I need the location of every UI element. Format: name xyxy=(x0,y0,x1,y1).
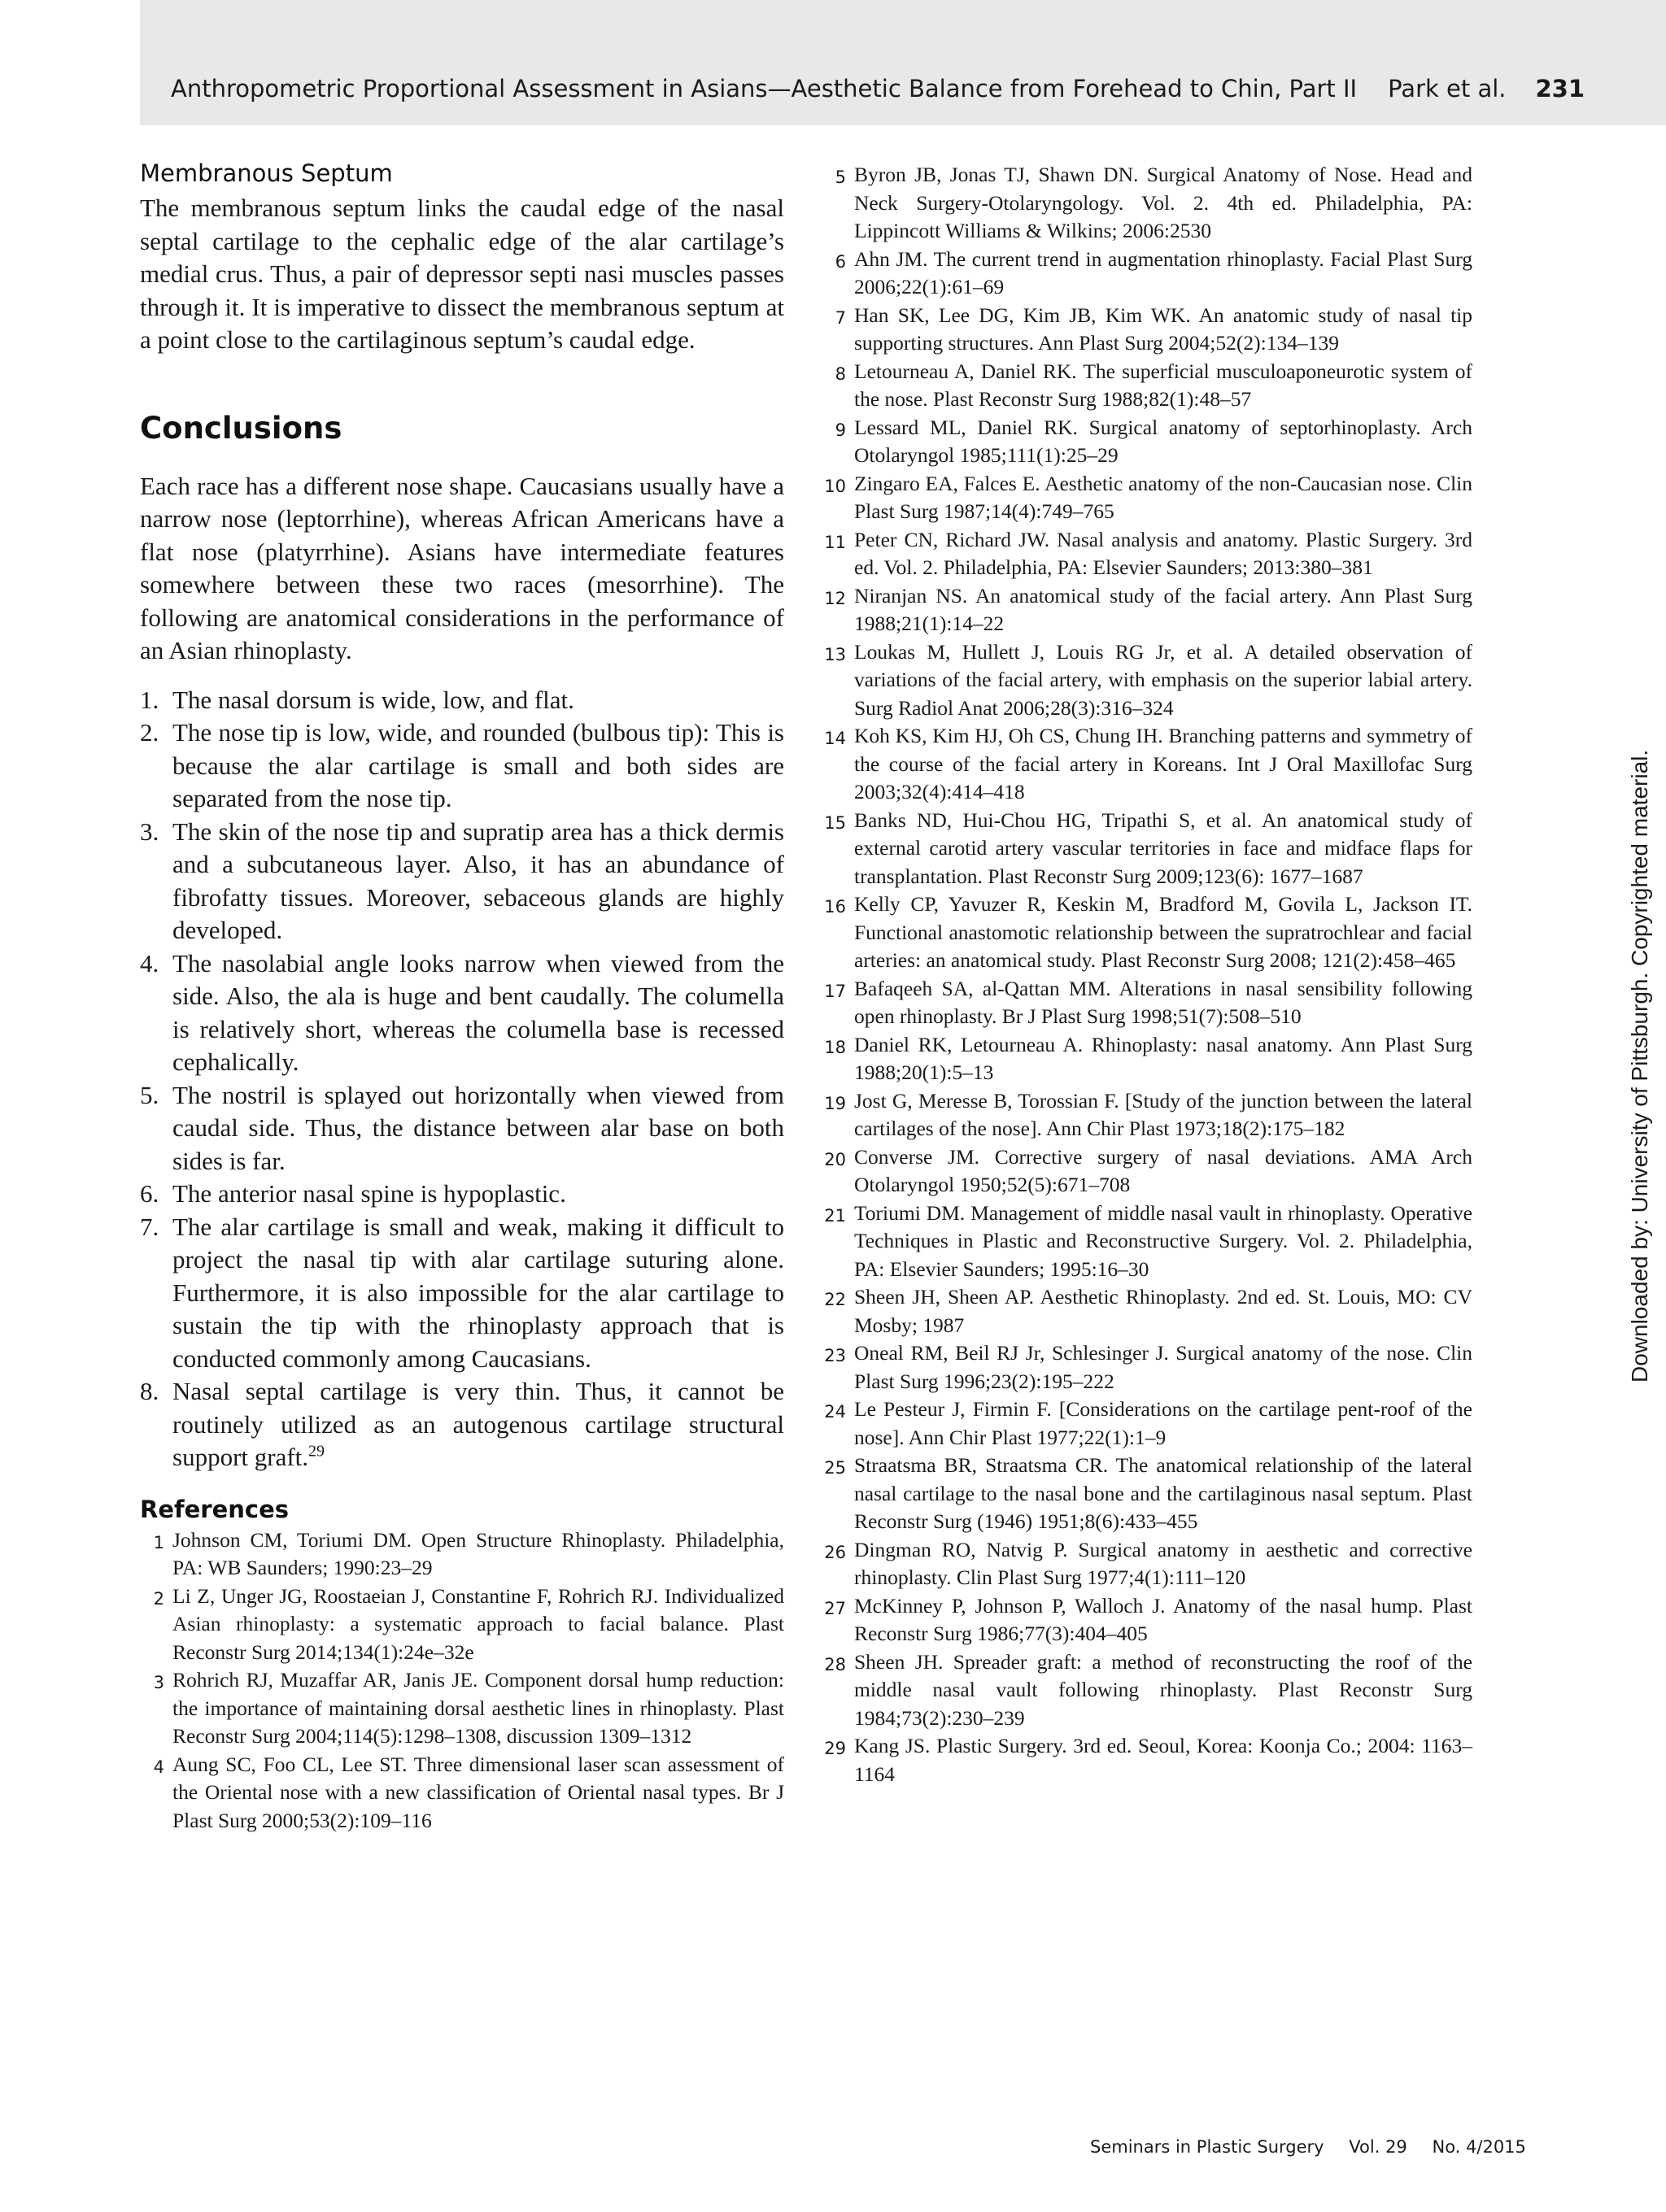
reference-number: 3 xyxy=(153,1673,164,1692)
reference-text: Loukas M, Hullett J, Louis RG Jr, et al. A detailed observation of variations of the facial artery, with emphasis on the superior labial artery. Surg Radiol Anat 2006;28(3):316–324 xyxy=(854,639,1472,720)
consideration-number: 4. xyxy=(140,948,159,978)
reference-number: 11 xyxy=(824,532,846,552)
reference-text: Aung SC, Foo CL, Lee ST. Three dimensional laser scan assessment of the Oriental nose with a new classification of Oriental nasal types. Br J Plast Surg 2000;53(2):109–116 xyxy=(172,1752,784,1832)
reference-text: Jost G, Meresse B, Torossian F. [Study of the junction between the lateral cartilages of the nose]. Ann Chir Plast 1973;18(2):175–182 xyxy=(854,1088,1472,1140)
left-column xyxy=(140,159,784,1835)
page-number: 231 xyxy=(1535,75,1585,102)
reference-text: Ahn JM. The current trend in augmentation rhinoplasty. Facial Plast Surg 2006;22(1):61–69 xyxy=(854,246,1472,298)
consideration-text xyxy=(172,1079,784,1178)
consideration-item xyxy=(140,1178,784,1211)
reference-item xyxy=(822,1087,1472,1143)
consideration-body: The nasal dorsum is wide, low, and flat. xyxy=(172,685,574,714)
reference-item xyxy=(822,1396,1472,1452)
reference-item xyxy=(822,1536,1472,1592)
reference-text: Li Z, Unger JG, Roostaeian J, Constantine F, Rohrich RJ. Individualized Asian rhinoplasty: a systematic approach to facial balance. Plast Reconstr Surg 2014;134(1):24e–32e xyxy=(172,1583,784,1664)
right-column xyxy=(822,161,1472,1788)
reference-text: Peter CN, Richard JW. Nasal analysis and anatomy. Plastic Surgery. 3rd ed. Vol. 2. Philadelphia, PA: Elsevier Saunders; 2013:380–381 xyxy=(854,527,1472,579)
consideration-body: The nasolabial angle looks narrow when viewed from the side. Also, the ala is huge and bent caudally. The columella is relatively short, whereas the columella base is recessed cephalically. xyxy=(172,948,784,1076)
consideration-text xyxy=(172,1211,784,1376)
reference-text: Byron JB, Jonas TJ, Shawn DN. Surgical Anatomy of Nose. Head and Neck Surgery-Otolaryngology. Vol. 2. 4th ed. Philadelphia, PA: Lippincott Williams & Wilkins; 2006:2530 xyxy=(854,163,1472,242)
membranous-septum-heading: Membranous Septum xyxy=(140,159,393,187)
page-footer xyxy=(1090,2137,1526,2157)
consideration-body: The anterior nasal spine is hypoplastic. xyxy=(172,1179,566,1208)
consideration-number: 1. xyxy=(140,685,159,714)
reference-number: 16 xyxy=(824,897,846,917)
reference-item xyxy=(822,1592,1472,1648)
reference-text: Banks ND, Hui-Chou HG, Tripathi S, et al. An anatomical study of external carotid artery vascular territories in face and midface flaps for transplantation. Plast Reconstr Surg 2009;123(6): 1677–1687 xyxy=(854,808,1472,888)
reference-item xyxy=(822,246,1472,302)
consideration-text xyxy=(172,1375,784,1474)
reference-text: Toriumi DM. Management of middle nasal vault in rhinoplasty. Operative Techniques in Plastic and Reconstructive Surgery. Vol. 2. Philadelphia, PA: Elsevier Saunders; 1995:16–30 xyxy=(854,1200,1472,1281)
consideration-number: 7. xyxy=(140,1212,159,1241)
conclusions-heading: Conclusions xyxy=(140,410,342,446)
reference-number: 8 xyxy=(835,364,846,384)
reference-number: 15 xyxy=(824,812,846,833)
reference-item xyxy=(822,161,1472,246)
reference-number: 4 xyxy=(153,1757,164,1777)
reference-item xyxy=(822,1648,1472,1733)
reference-text: Letourneau A, Daniel RK. The superficial musculoaponeurotic system of the nose. Plast Reconstr Surg 1988;82(1):48–57 xyxy=(854,359,1472,411)
reference-text: Straatsma BR, Straatsma CR. The anatomical relationship of the lateral nasal cartilage to the nasal bone and the cartilaginous nasal septum. Plast Reconstr Surg (1946) 1951;8(6):433–455 xyxy=(854,1453,1472,1533)
reference-text: Sheen JH. Spreader graft: a method of reconstructing the roof of the middle nasal vault following rhinoplasty. Plast Reconstr Surg 1984;73(2):230–239 xyxy=(854,1649,1472,1730)
reference-number: 20 xyxy=(824,1149,846,1169)
reference-text: Rohrich RJ, Muzaffar AR, Janis JE. Component dorsal hump reduction: the importance of maintaining dorsal aesthetic lines in rhinoplasty. Plast Reconstr Surg 2004;114(5):1298–1308, discussion 1309–1312 xyxy=(172,1668,784,1748)
reference-number: 26 xyxy=(824,1542,846,1562)
consideration-body: The nose tip is low, wide, and rounded (bulbous tip): This is because the alar cartilage is small and both sides are separated from the nose tip. xyxy=(172,718,784,812)
consideration-text xyxy=(172,684,784,717)
reference-text: Zingaro EA, Falces E. Aesthetic anatomy of the non-Caucasian nose. Clin Plast Surg 1987;14(4):749–765 xyxy=(854,471,1472,523)
reference-text: Le Pesteur J, Firmin F. [Considerations on the cartilage pent-roof of the nose]. Ann Chir Plast 1977;22(1):1–9 xyxy=(854,1397,1472,1449)
reference-text: Oneal RM, Beil RJ Jr, Schlesinger J. Surgical anatomy of the nose. Clin Plast Surg 1996;23(2):195–222 xyxy=(854,1341,1472,1393)
reference-number: 28 xyxy=(824,1654,846,1674)
reference-text: Dingman RO, Natvig P. Surgical anatomy in aesthetic and corrective rhinoplasty. Clin Plast Surg 1977;4(1):111–120 xyxy=(854,1537,1472,1589)
reference-number: 14 xyxy=(824,729,846,748)
reference-item xyxy=(822,302,1472,358)
reference-item xyxy=(822,1339,1472,1396)
reference-number: 29 xyxy=(824,1739,846,1758)
consideration-number: 6. xyxy=(140,1179,159,1208)
reference-number: 5 xyxy=(835,168,846,187)
consideration-number: 2. xyxy=(140,718,159,747)
reference-text: Kelly CP, Yavuzer R, Keskin M, Bradford M, Govila L, Jackson IT. Functional anastomotic relationship between the supratrochlear and facial arteries: an anatomical study. Plast Reconstr Surg 2008; 121(2):458–465 xyxy=(854,892,1472,972)
consideration-body: The nostril is splayed out horizontally when viewed from caudal side. Thus, the distance between alar base on both sides is far. xyxy=(172,1080,784,1175)
reference-text: Koh KS, Kim HJ, Oh CS, Chung IH. Branching patterns and symmetry of the course of the facial artery in Koreans. Int J Oral Maxillofac Surg 2003;32(4):414–418 xyxy=(854,724,1472,803)
reference-text: Niranjan NS. An anatomical study of the facial artery. Ann Plast Surg 1988;21(1):14–22 xyxy=(854,583,1472,635)
reference-item xyxy=(822,414,1472,470)
reference-number: 13 xyxy=(824,644,846,664)
reference-item xyxy=(822,470,1472,526)
consideration-text xyxy=(172,816,784,947)
reference-item xyxy=(822,975,1472,1031)
consideration-number: 8. xyxy=(140,1377,159,1405)
consideration-number: 5. xyxy=(140,1080,159,1109)
consideration-text xyxy=(172,1178,784,1211)
consideration-text xyxy=(172,716,784,816)
reference-text: Han SK, Lee DG, Kim JB, Kim WK. An anatomic study of nasal tip supporting structures. Ann Plast Surg 2004;52(2):134–139 xyxy=(854,303,1472,355)
reference-text: Bafaqeeh SA, al-Qattan MM. Alterations in nasal sensibility following open rhinoplasty. Br J Plast Surg 1998;51(7):508–510 xyxy=(854,976,1472,1028)
reference-item xyxy=(140,1583,784,1667)
references-list-right xyxy=(822,161,1472,1788)
running-head xyxy=(171,75,1585,102)
consideration-text xyxy=(172,947,784,1079)
reference-item xyxy=(140,1526,784,1583)
reference-number: 24 xyxy=(824,1402,846,1422)
consideration-item xyxy=(140,1211,784,1376)
reference-text: Converse JM. Corrective surgery of nasal deviations. AMA Arch Otolaryngol 1950;52(5):671–708 xyxy=(854,1144,1472,1196)
consideration-item xyxy=(140,947,784,1079)
reference-number: 6 xyxy=(835,251,846,272)
reference-number: 12 xyxy=(824,588,846,608)
consideration-item xyxy=(140,1375,784,1474)
reference-number: 23 xyxy=(824,1346,846,1365)
membranous-septum-paragraph: The membranous septum links the caudal edge of the nasal septal cartilage to the cephalic edge of the alar cartilage’s medial crus. Thus, a pair of depressor septi nasi muscles passes through it. It is imperative to dissect the membranous septum at a point close to the cartilaginous septum’s caudal edge. xyxy=(140,194,784,354)
reference-item xyxy=(822,1283,1472,1339)
reference-text: Kang JS. Plastic Surgery. 3rd ed. Seoul, Korea: Koonja Co.; 2004: 1163–1164 xyxy=(854,1734,1472,1786)
citation-superscript: 29 xyxy=(308,1442,325,1461)
header-band xyxy=(140,0,1666,125)
consideration-body: The alar cartilage is small and weak, making it difficult to project the nasal tip with alar cartilage suturing alone. Furthermore, it is also impossible for the alar cartilage to sustain the tip with the rhinoplasty approach that is conducted commonly among Caucasians. xyxy=(172,1212,784,1373)
reference-item xyxy=(822,807,1472,891)
download-notice: Downloaded by: University of Pittsburgh. Copyrighted material. xyxy=(1627,749,1652,1382)
reference-number: 22 xyxy=(824,1290,846,1309)
references-list-left xyxy=(140,1526,784,1835)
reference-number: 25 xyxy=(824,1458,846,1478)
reference-text: McKinney P, Johnson P, Walloch J. Anatomy of the nasal hump. Plast Reconstr Surg 1986;77(3):404–405 xyxy=(854,1593,1472,1645)
reference-item xyxy=(822,1143,1472,1200)
reference-item xyxy=(140,1751,784,1835)
reference-number: 9 xyxy=(835,420,846,440)
reference-number: 27 xyxy=(824,1598,846,1618)
conclusions-intro: Each race has a different nose shape. Caucasians usually have a narrow nose (leptorrhine), whereas African Americans have a flat nose (platyrrhine). Asians have intermediate features somewhere between these two races (mesorrhine). The following are anatomical considerations in the performance of an Asian rhinoplasty. xyxy=(140,471,784,664)
reference-number: 19 xyxy=(824,1093,846,1113)
consideration-item xyxy=(140,816,784,947)
reference-text: Daniel RK, Letourneau A. Rhinoplasty: nasal anatomy. Ann Plast Surg 1988;20(1):5–13 xyxy=(854,1032,1472,1084)
reference-text: Johnson CM, Toriumi DM. Open Structure Rhinoplasty. Philadelphia, PA: WB Saunders; 1990:23–29 xyxy=(172,1527,784,1579)
reference-item xyxy=(822,1732,1472,1788)
running-head-authors: Park et al. xyxy=(1388,75,1507,102)
references-heading: References xyxy=(140,1495,290,1523)
reference-number: 18 xyxy=(824,1037,846,1057)
reference-number: 10 xyxy=(824,476,846,496)
footer-volume: Vol. 29 xyxy=(1349,2137,1407,2157)
consideration-body: The skin of the nose tip and supratip area has a thick dermis and a subcutaneous layer. Also, it has an abundance of fibrofatty tissues. Moreover, sebaceous glands are highly developed. xyxy=(172,816,784,944)
footer-issue: No. 4/2015 xyxy=(1432,2137,1526,2157)
reference-item xyxy=(822,722,1472,807)
reference-number: 1 xyxy=(153,1532,164,1552)
reference-item xyxy=(822,582,1472,638)
reference-number: 21 xyxy=(824,1205,846,1226)
reference-number: 7 xyxy=(835,307,846,328)
consideration-body: Nasal septal cartilage is very thin. Thus, it cannot be routinely utilized as an autogenous cartilage structural support graft. xyxy=(172,1377,784,1471)
considerations-list xyxy=(140,684,784,1474)
reference-text: Sheen JH, Sheen AP. Aesthetic Rhinoplasty. 2nd ed. St. Louis, MO: CV Mosby; 1987 xyxy=(854,1285,1472,1337)
reference-item xyxy=(822,1200,1472,1284)
reference-number: 17 xyxy=(824,981,846,1001)
reference-item xyxy=(822,358,1472,414)
reference-item xyxy=(822,526,1472,582)
reference-item xyxy=(822,890,1472,975)
reference-item xyxy=(822,1452,1472,1536)
reference-number: 2 xyxy=(153,1588,164,1609)
reference-item xyxy=(822,1031,1472,1087)
reference-text: Lessard ML, Daniel RK. Surgical anatomy of septorhinoplasty. Arch Otolaryngol 1985;111(1):25–29 xyxy=(854,415,1472,467)
consideration-item xyxy=(140,1079,784,1178)
reference-item xyxy=(822,638,1472,723)
consideration-item xyxy=(140,716,784,816)
running-head-title: Anthropometric Proportional Assessment in Asians—Aesthetic Balance from Forehead to Chin, Part II xyxy=(171,75,1358,102)
consideration-item xyxy=(140,684,784,717)
consideration-number: 3. xyxy=(140,816,159,846)
footer-journal: Seminars in Plastic Surgery xyxy=(1090,2137,1324,2157)
reference-item xyxy=(140,1666,784,1751)
